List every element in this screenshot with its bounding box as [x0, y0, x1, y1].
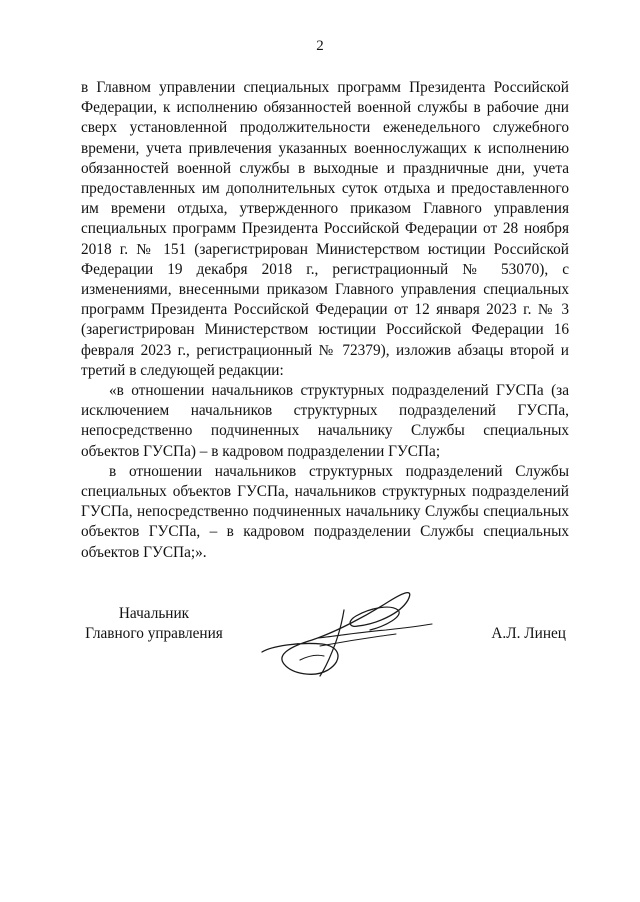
page-number: 2: [316, 38, 324, 54]
paragraph-quote-first: «в отношении начальников структурных подразделений ГУСПа (за исключением начальников структурных подразделений ГУСПа, непосредственно подчиненных начальнику Службы специальных объектов ГУСПа) – в кадровом подразделении ГУСПа;: [81, 382, 569, 460]
paragraph-quote-second: в отношении начальников структурных подразделений Службы специальных объектов ГУСПа, начальников структурных подразделений ГУСПа, непосредственно подчиненных начальнику Службы специальных объектов ГУСПа, – в кадровом подразделении Службы специальных объектов ГУСПа;».: [81, 462, 569, 561]
signatory-name: А.Л. Линец: [491, 625, 566, 642]
paragraph-main: в Главном управлении специальных программ Президента Российской Федерации, к исполнению обязанностей военной службы в рабочие дни сверх установленной продолжительности еженедельного служебного времени, учета привлечения указанных военнослужащих к исполнению обязанностей военной службы в выходные и праздничные дни, учета предоставленных им дополнительных суток отдыха и предоставленного им времени отдыха, утвержденного приказом Главного управления специальных программ Президента Российской Федерации от 28 ноября 2018 г. № 151 (зарегистрирован Министерством юстиции Российской Федерации 19 декабря 2018 г., регистрационный № 53070), с изменениями, внесенными приказом Главного управления специальных программ Президента Российской Федерации от 12 января 2023 г. № 3 (зарегистрирован Министерством юстиции Российской Федерации 16 февраля 2023 г., регистрационный № 72379), изложив абзацы второй и третий в следующей редакции:: [81, 79, 569, 379]
handwritten-signature-icon: [258, 580, 438, 680]
signatory-title: [79, 604, 229, 644]
body-text: [81, 78, 569, 563]
signatory-title-line1: Начальник: [118, 605, 190, 622]
signatory-title-line2: Главного управления: [85, 625, 223, 642]
